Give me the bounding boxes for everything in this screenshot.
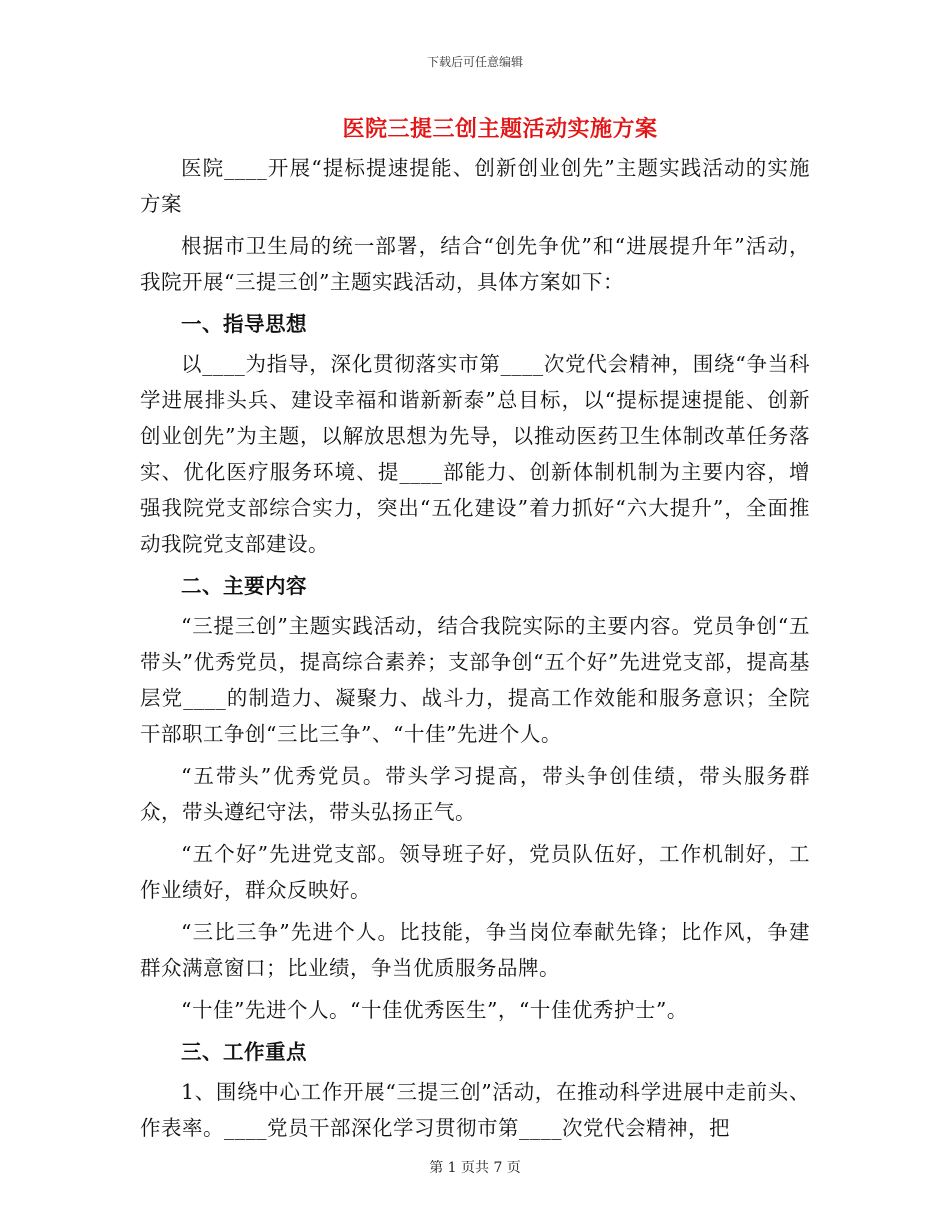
paragraph-five-leads: “五带头”优秀党员。带头学习提高，带头争创佳绩，带头服务群众，带头遵纪守法，带头弘扬正气。 <box>140 764 810 824</box>
section-heading-main-content: 二、主要内容 <box>181 574 307 598</box>
page-footer: 第 1 页共 7 页 <box>429 1160 521 1176</box>
document-title: 医院三提三创主题活动实施方案 <box>342 116 658 142</box>
document-body <box>140 150 810 1152</box>
paragraph-main-content: “三提三创”主题实践活动，结合我院实际的主要内容。党员争创“五带头”优秀党员，提高综合素养；支部争创“五个好”先进党支部，提高基层党____的制造力、凝聚力、战斗力，提高工作效能和服务意识；全院干部职工争创“三比三争”、“十佳”先进个人。 <box>140 614 810 746</box>
paragraph-three-compares: “三比三争”先进个人。比技能，争当岗位奉献先锋；比作风，争建群众满意窗口；比业绩，争当优质服务品牌。 <box>140 920 810 980</box>
paragraph-five-goods: “五个好”先进党支部。领导班子好，党员队伍好，工作机制好，工作业绩好，群众反映好。 <box>140 842 810 902</box>
paragraph-intro-title: 医院____开展“提标提速提能、创新创业创先”主题实践活动的实施方案 <box>140 156 810 216</box>
paragraph-background: 根据市卫生局的统一部署，结合“创先争优”和“进展提升年”活动，我院开展“三提三创”主题实践活动，具体方案如下： <box>140 234 810 294</box>
paragraph-work-focus-1: 1、围绕中心工作开展“三提三创”活动，在推动科学进展中走前头、作表率。____党员干部深化学习贯彻市第____次党代会精神，把 <box>140 1080 810 1140</box>
section-heading-work-focus: 三、工作重点 <box>181 1040 307 1064</box>
paragraph-top-ten: “十佳”先进个人。“十佳优秀医生”，“十佳优秀护士”。 <box>181 998 688 1022</box>
header-note: 下载后可任意编辑 <box>426 55 523 69</box>
paragraph-guiding-ideology: 以____为指导，深化贯彻落实市第____次党代会精神，围绕“争当科学进展排头兵、建设幸福和谐新新泰”总目标，以“提标提速提能、创新创业创先”为主题，以解放思想为先导，以推动医药卫生体制改革任务落实、优化医疗服务环境、提____部能力、创新体制机制为主要内容，增强我院党支部综合实力，突出“五化建设”着力抓好“六大提升”，全面推动我院党支部建设。 <box>140 352 810 556</box>
section-heading-guiding-ideology: 一、指导思想 <box>181 312 307 336</box>
